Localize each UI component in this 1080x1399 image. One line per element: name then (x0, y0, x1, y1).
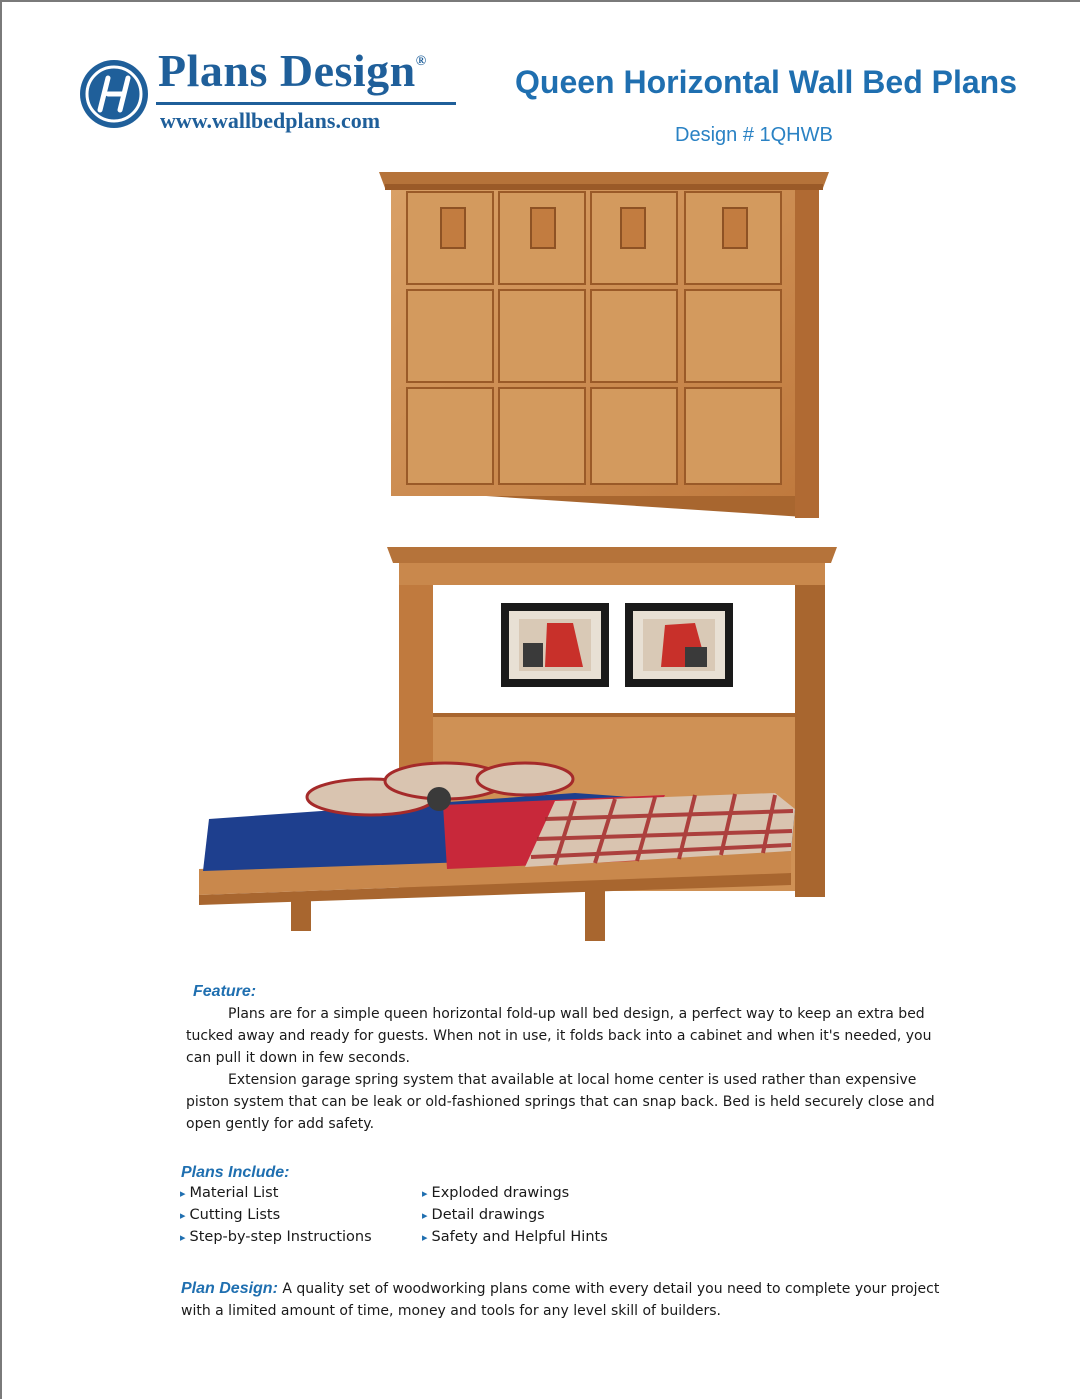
open-wall-bed-illustration (195, 543, 845, 945)
wall-picture-right (625, 603, 733, 687)
wall-picture-left (501, 603, 609, 687)
closed-wall-bed-illustration (375, 168, 835, 524)
feature-paragraph-1: Plans are for a simple queen horizontal fold-up wall bed design, a perfect way to keep an extra bed tucked away and ready for guests. When not in use, it folds back into a cabinet and when it's needed, you can pull it down in few seconds. (186, 1006, 932, 1066)
list-item: ▸ Material List (180, 1185, 279, 1201)
plan-design-section (181, 1278, 951, 1322)
design-number: Design # 1QHWB (675, 124, 833, 146)
plan-design-text: A quality set of woodworking plans come with every detail you need to complete your project with a limited amount of time, money and tools for any level skill of builders. (181, 1281, 940, 1319)
plan-design-heading: Plan Design: (181, 1280, 278, 1297)
registered-mark: ® (415, 54, 427, 69)
feature-heading: Feature: (193, 983, 257, 1000)
list-item: ▸ Detail drawings (422, 1207, 545, 1223)
feature-description (186, 1003, 956, 1135)
list-item: ▸ Safety and Helpful Hints (422, 1229, 608, 1245)
list-item: ▸ Step-by-step Instructions (180, 1229, 372, 1245)
plans-include-heading: Plans Include: (181, 1164, 290, 1181)
plans-design-logo-icon (78, 58, 150, 130)
feature-paragraph-2: Extension garage spring system that available at local home center is used rather than expensive piston system that can be leak or old-fashioned springs that can snap back. Bed is held securely close and open gently for add safety. (186, 1072, 935, 1132)
list-item: ▸ Cutting Lists (180, 1207, 281, 1223)
brand-name: Plans Design® (158, 45, 427, 96)
list-item: ▸ Exploded drawings (422, 1185, 570, 1201)
page-title: Queen Horizontal Wall Bed Plans (515, 64, 1017, 100)
brand-website: www.wallbedplans.com (160, 108, 381, 133)
brand-underline (156, 102, 456, 105)
